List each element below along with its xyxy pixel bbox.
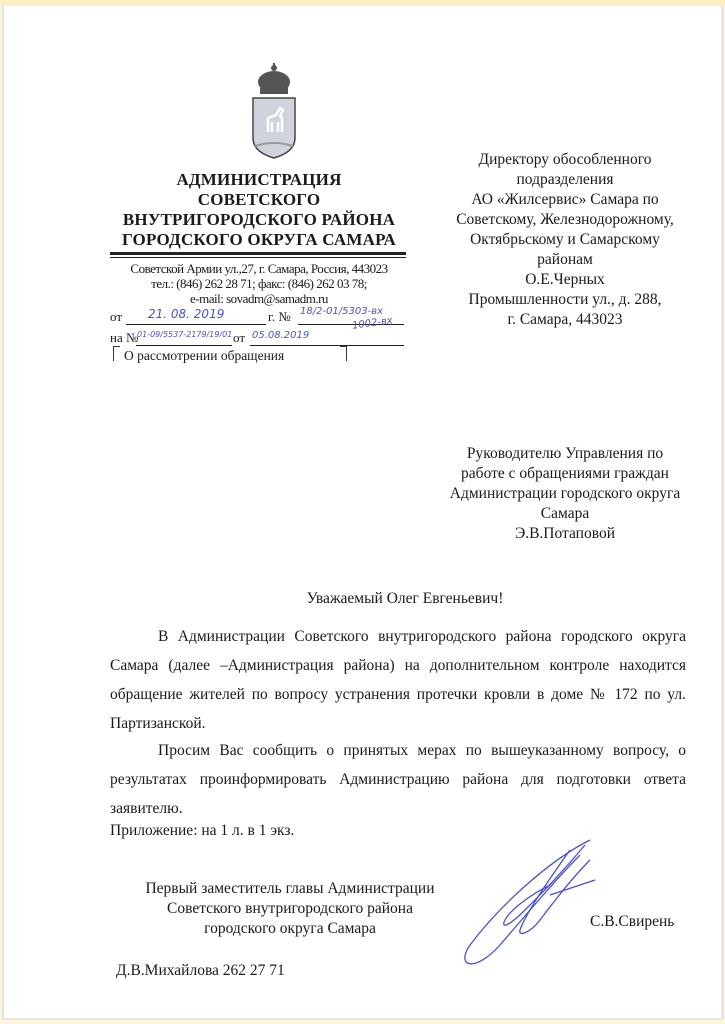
recipient-line: работе с обращениями граждан (461, 465, 669, 482)
address-line: тел.: (846) 262 28 71; факс: (846) 262 03 78; (151, 276, 367, 291)
outgoing-no-label: г. № (268, 309, 291, 324)
ref-from-label: от (233, 330, 246, 345)
coat-of-arms-icon (246, 60, 302, 160)
organization-name (104, 170, 414, 250)
recipient-line: подразделения (516, 171, 614, 188)
paragraph-text: В Администрации Советского внутригородского района городского округа Самара (далее –Администрация района) на дополнительном контроле находится обращение жителей по вопросу устранения протечки кровли в доме № 172 по ул. Партизанской. (110, 628, 686, 732)
recipient-line: Э.В.Потаповой (514, 525, 615, 542)
org-line: СОВЕТСКОГО (197, 190, 321, 209)
org-line: ГОРОДСКОГО ОКРУГА САМАРА (121, 230, 397, 249)
recipient-line: г. Самара, 443023 (507, 311, 623, 328)
recipient-line: Самара (540, 505, 590, 522)
recipient-line: Администрации городского округа (449, 485, 681, 502)
outgoing-no-handwritten: 18/2-01/5303-вх (300, 306, 384, 317)
ref-label: на № (110, 330, 139, 345)
attachment-note: Приложение: на 1 л. в 1 экз. (110, 822, 295, 839)
recipient-line: Руководителю Управления по (466, 445, 664, 462)
subject-bracket-left (113, 346, 120, 361)
paragraph-text: Просим Вас сообщить о принятых мерах по вышеуказанному вопросу, о результатах проинформировать Администрацию района для подготовки ответа заявителю. (110, 742, 686, 817)
signer-name: С.В.Свирень (590, 913, 675, 930)
org-line: АДМИНИСТРАЦИЯ (176, 170, 342, 189)
ref-no-handwritten: 01-09/5537-2179/19/01 (137, 330, 233, 339)
signer-position-line: городского округа Самара (204, 920, 376, 937)
body-paragraph (110, 736, 686, 823)
signature-icon (440, 835, 600, 975)
recipient-line: Промышленности ул., д. 288, (468, 291, 662, 308)
subject: О рассмотрении обращения (124, 348, 285, 363)
ref-extra-handwritten: 1002-вх (351, 315, 394, 332)
from-label: от (110, 309, 123, 324)
org-address (104, 261, 414, 306)
body-paragraph (110, 622, 686, 738)
recipient-line: О.Е.Черных (525, 271, 605, 288)
signer-position (110, 879, 470, 939)
recipient-line: Октябрьскому и Самарскому (470, 231, 660, 248)
recipient-line: Директору обособленного (478, 151, 652, 168)
address-line: e-mail: sovadm@samadm.ru (190, 291, 328, 306)
recipient-block (420, 150, 710, 330)
address-line: Советской Армии ул.,27, г. Самара, Россия, 443023 (130, 261, 388, 276)
signer-position-line: Первый заместитель главы Администрации (145, 880, 435, 897)
letterhead-rule-thick (110, 252, 406, 255)
greeting: Уважаемый Олег Евгеньевич! (306, 590, 504, 607)
letterhead-rule-thin (110, 257, 406, 258)
recipient-line: районам (537, 251, 593, 268)
signer-position-line: Советского внутригородского района (167, 900, 413, 917)
ref-date-handwritten: 05.08.2019 (252, 330, 310, 341)
org-line: ВНУТРИГОРОДСКОГО РАЙОНА (122, 210, 396, 229)
date-handwritten: 21. 08. 2019 (148, 307, 225, 321)
subject-bracket-right (340, 346, 347, 361)
recipient-line: Советскому, Железнодорожному, (456, 211, 674, 228)
executor-contact: Д.В.Михайлова 262 27 71 (116, 962, 285, 979)
recipient-line: АО «Жилсервис» Самара по (471, 191, 659, 208)
recipient-block (420, 444, 710, 544)
